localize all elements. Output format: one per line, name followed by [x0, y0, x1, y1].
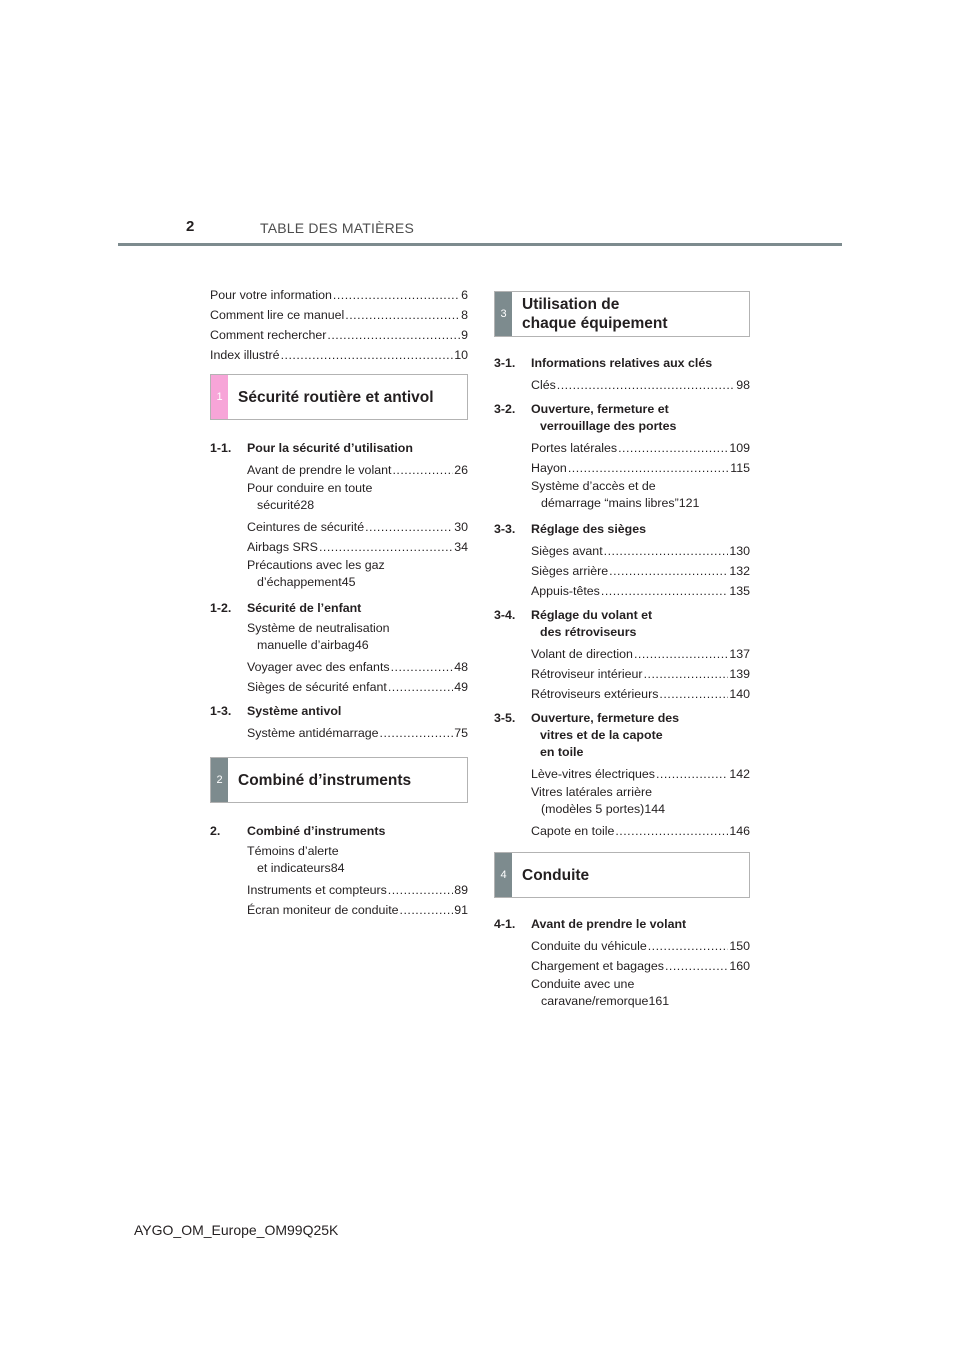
- toc-entry[interactable]: Vitres latérales arrière (modèles 5 portes) 144: [531, 785, 665, 816]
- chapter-tab: 3: [495, 292, 512, 336]
- chapter-title: Sécurité routière et antivol: [238, 388, 434, 406]
- toc-entry[interactable]: Hayon ..... 115: [531, 458, 750, 478]
- chapter-tab: 4: [495, 853, 512, 897]
- left-column: [210, 285, 468, 920]
- section-heading[interactable]: 1-2. Sécurité de l’enfant: [210, 601, 362, 615]
- chapter-title-line2: chaque équipement: [522, 315, 668, 332]
- chapter-tab: 2: [211, 758, 228, 802]
- chapter-title: Conduite: [522, 866, 590, 884]
- toc-entry[interactable]: Écran moniteur de conduite ..... 91: [247, 900, 468, 920]
- section-heading[interactable]: 3-4. Réglage du volant et des rétroviseurs: [494, 608, 653, 639]
- chapter-title: Combiné d’instruments: [238, 771, 412, 789]
- chapter-title: [512, 292, 668, 336]
- toc-entry[interactable]: Avant de prendre le volant ..... 26: [247, 460, 468, 480]
- toc-entry[interactable]: Système de neutralisation manuelle d’airbag 46: [247, 621, 390, 652]
- toc-entry[interactable]: Sièges de sécurité enfant ..... 49: [247, 677, 468, 697]
- toc-entry[interactable]: Chargement et bagages ..... 160: [531, 956, 750, 976]
- chapter-title-line1: Utilisation de: [522, 296, 620, 313]
- section-heading[interactable]: 1-1. Pour la sécurité d’utilisation: [210, 441, 413, 455]
- chapter-1-header[interactable]: [210, 374, 468, 420]
- toc-entry[interactable]: Pour conduire en toute sécurité 28: [247, 481, 373, 512]
- toc-entry[interactable]: Conduite du véhicule ..... 150: [531, 936, 750, 956]
- toc-entry[interactable]: Conduite avec une caravane/remorque 161: [531, 977, 670, 1008]
- chapter-2-header[interactable]: [210, 757, 468, 803]
- section-heading[interactable]: 3-3. Réglage des sièges: [494, 522, 647, 536]
- toc-entry[interactable]: Appuis-têtes ..... 135: [531, 581, 750, 601]
- header-rule: [118, 243, 842, 246]
- toc-entry[interactable]: Comment rechercher ..... 9: [210, 325, 468, 345]
- page-number: 2: [186, 218, 195, 235]
- toc-entry[interactable]: Capote en toile ..... 146: [531, 821, 750, 841]
- toc-entry[interactable]: Comment lire ce manuel ..... 8: [210, 305, 468, 325]
- toc-entry[interactable]: Lève-vitres électriques ..... 142: [531, 764, 750, 784]
- toc-entry[interactable]: Sièges avant ..... 130: [531, 541, 750, 561]
- toc-entry[interactable]: Voyager avec des enfants ..... 48: [247, 657, 468, 677]
- section-heading[interactable]: 4-1. Avant de prendre le volant: [494, 917, 687, 931]
- section-heading[interactable]: 2. Combiné d’instruments: [210, 824, 386, 838]
- toc-entry[interactable]: Clés ..... 98: [531, 375, 750, 395]
- section-heading[interactable]: 3-5. Ouverture, fermeture des vitres et de la capote en toile: [494, 711, 680, 759]
- document-id-footer: AYGO_OM_Europe_OM99Q25K: [134, 1222, 339, 1238]
- toc-entry[interactable]: Rétroviseurs extérieurs ..... 140: [531, 684, 750, 704]
- page-title: TABLE DES MATIÈRES: [260, 220, 415, 236]
- toc-entry[interactable]: Ceintures de sécurité ..... 30: [247, 517, 468, 537]
- section-heading[interactable]: 3-1. Informations relatives aux clés: [494, 356, 713, 370]
- toc-entry[interactable]: Précautions avec les gaz d’échappement 45: [247, 558, 385, 589]
- toc-entry[interactable]: Témoins d’alerte et indicateurs 84: [247, 844, 345, 875]
- toc-entry[interactable]: Airbags SRS ..... 34: [247, 537, 468, 557]
- toc-entry[interactable]: Système antidémarrage ..... 75: [247, 723, 468, 743]
- section-heading[interactable]: 1-3. Système antivol: [210, 704, 342, 718]
- toc-entry[interactable]: Pour votre information ..... 6: [210, 285, 468, 305]
- section-heading[interactable]: 3-2. Ouverture, fermeture et verrouillage des portes: [494, 402, 677, 433]
- toc-entry[interactable]: Portes latérales ..... 109: [531, 438, 750, 458]
- toc-entry[interactable]: Système d’accès et de démarrage “mains libres” 121: [531, 479, 700, 510]
- chapter-4-header[interactable]: [494, 852, 750, 898]
- toc-entry[interactable]: Instruments et compteurs ..... 89: [247, 880, 468, 900]
- chapter-3-header[interactable]: [494, 291, 750, 337]
- right-column: [494, 291, 750, 1013]
- chapter-tab: 1: [211, 375, 228, 419]
- toc-entry[interactable]: Rétroviseur intérieur ..... 139: [531, 664, 750, 684]
- toc-entry[interactable]: Volant de direction ..... 137: [531, 644, 750, 664]
- toc-entry[interactable]: Index illustré ..... 10: [210, 345, 468, 365]
- toc-entry[interactable]: Sièges arrière ..... 132: [531, 561, 750, 581]
